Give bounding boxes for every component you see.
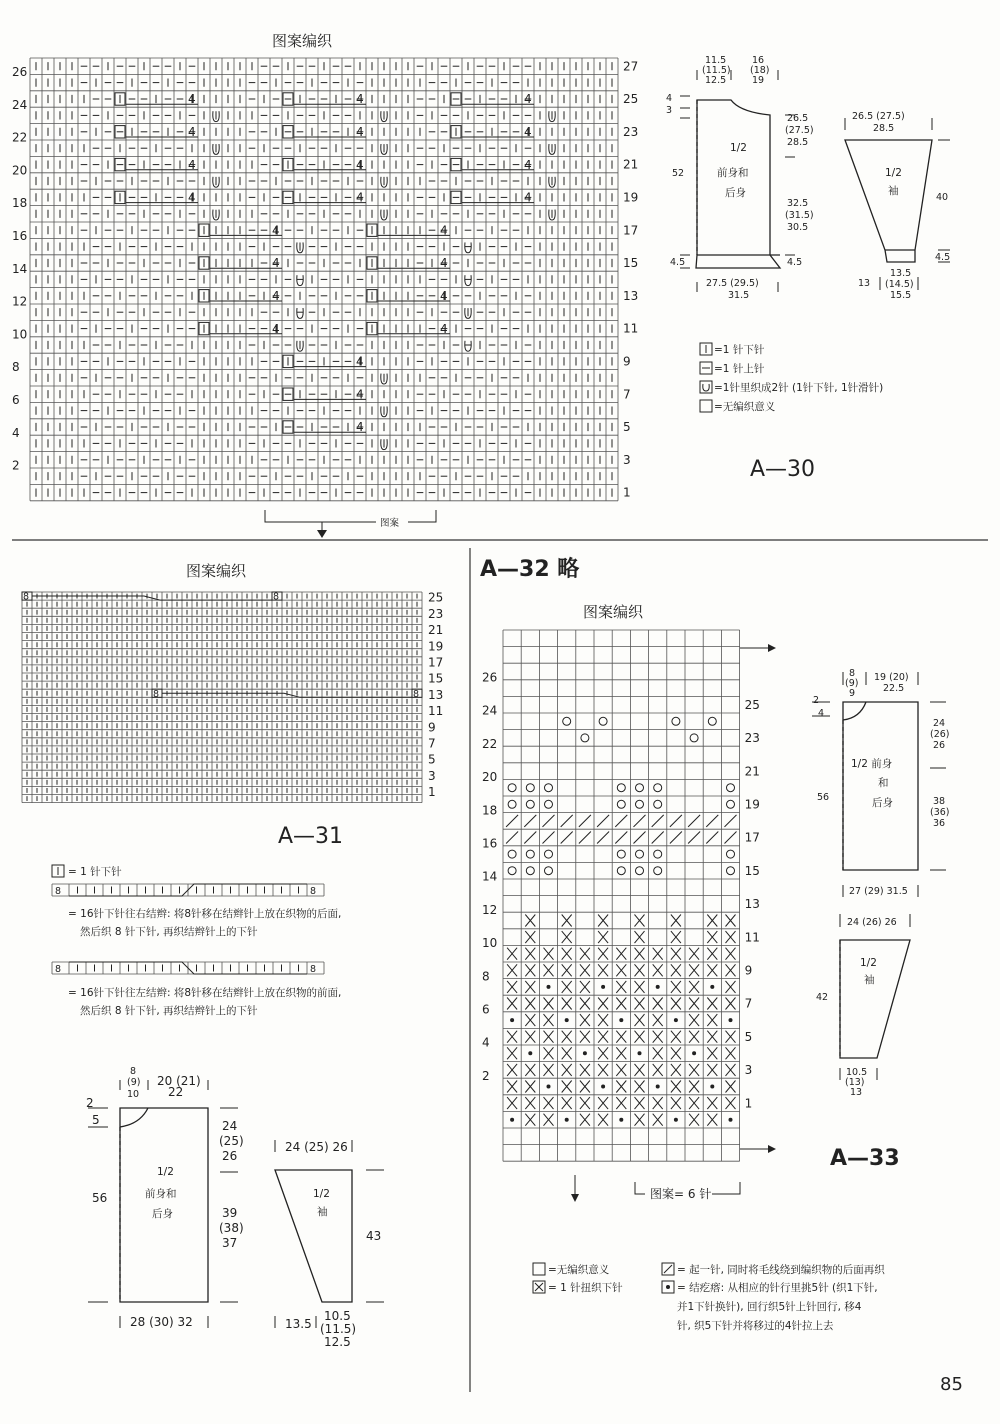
a30-cable-count: 4 xyxy=(272,289,280,303)
a30-row-right: 27 xyxy=(623,59,639,74)
a33-sleeve-schematic xyxy=(816,914,910,1098)
a33-row-left: 12 xyxy=(482,902,498,917)
a31-row-number: 21 xyxy=(428,623,444,638)
a33-row-left: 14 xyxy=(482,869,498,884)
a31-armhole-2: (25) xyxy=(219,1134,244,1148)
a31-body-schematic xyxy=(86,1066,244,1329)
a33-row-left: 4 xyxy=(482,1035,490,1050)
a33-row-left: 6 xyxy=(482,1002,490,1017)
a33-label: A—33 xyxy=(830,1146,900,1171)
a30-cable-count: 4 xyxy=(356,157,364,172)
a33-length: 56 xyxy=(817,792,830,803)
a33-neck-width-3: 9 xyxy=(849,688,856,699)
a30-cable-count: 4 xyxy=(524,125,532,139)
a33-sleeve-label-2: 袖 xyxy=(864,974,875,986)
a31-legend-cable-count: 8 xyxy=(310,886,317,897)
a31-cable-count: 8 xyxy=(413,688,420,700)
a31-neck-depth-2: 5 xyxy=(92,1113,100,1127)
a33-legend-bobble-2: 并1下针换针), 回行织5针上针回行, 移4 xyxy=(677,1301,862,1313)
a31-cuff-3: 12.5 xyxy=(324,1335,351,1349)
page-number: 85 xyxy=(940,1374,963,1395)
a30-cable-count: 4 xyxy=(356,387,364,402)
a30-legend-blank: =无编织意义 xyxy=(714,401,776,413)
a30-row-right: 17 xyxy=(623,223,639,238)
a33-row-right: 17 xyxy=(744,830,760,845)
a30-side-1: 32.5 xyxy=(787,198,809,209)
a30-row-left: 6 xyxy=(12,393,20,408)
a31-legend-left-1: = 16针下针往左结辫: 将8针移在结辫针上放在织物的前面, xyxy=(68,987,342,999)
a31-sleeve-length: 43 xyxy=(366,1229,382,1243)
a31-legend-knit: = 1 针下针 xyxy=(68,866,122,878)
a30-cable-count: 4 xyxy=(524,157,532,172)
a30-sleeve-top-2: 28.5 xyxy=(873,123,895,134)
a31-row-number: 1 xyxy=(428,785,436,800)
a31-row-number: 23 xyxy=(428,606,444,621)
a30-neck-width-2: (11.5) xyxy=(702,65,731,76)
a30-sleeve-length: 40 xyxy=(936,192,949,203)
a30-neck-width-1: 11.5 xyxy=(705,55,727,66)
a30-row-left: 26 xyxy=(12,65,28,80)
a33-legend xyxy=(533,1263,885,1332)
a33-row-left: 8 xyxy=(482,969,490,984)
a30-cable-count: 4 xyxy=(440,321,448,336)
a31-cable-count: 8 xyxy=(273,591,280,603)
a30-cable-count: 4 xyxy=(440,289,448,303)
a33-row-left: 26 xyxy=(482,670,498,685)
a31-neck-width-2: (9) xyxy=(127,1077,141,1088)
a31-row-number: 25 xyxy=(428,590,444,605)
a30-rib-right: 4.5 xyxy=(787,257,803,268)
a31-row-number: 3 xyxy=(428,768,436,783)
a31-sleeve-schematic xyxy=(275,1140,384,1349)
a30-cable-count: 4 xyxy=(356,354,364,369)
a30-sleeve-schematic xyxy=(845,111,950,301)
a30-neck-width-3: 12.5 xyxy=(705,75,727,86)
a31-cuff-1: 10.5 xyxy=(324,1309,351,1323)
a30-row-left: 24 xyxy=(12,97,28,112)
a30-row-left: 14 xyxy=(12,261,28,276)
a30-row-left: 2 xyxy=(12,458,20,473)
a30-cable-count: 4 xyxy=(440,223,448,238)
a33-cuff-3: 13 xyxy=(850,1087,863,1098)
a30-neck-depth-1: 4 xyxy=(666,93,673,104)
a33-row-right: 15 xyxy=(744,863,760,878)
a30-cuff-3: 15.5 xyxy=(890,290,912,301)
a31-legend-cable-count: 8 xyxy=(310,964,317,975)
a33-neck-depth-1: 2 xyxy=(813,695,820,706)
a30-body-label-3: 后身 xyxy=(725,187,746,199)
a31-side-2: (38) xyxy=(219,1221,244,1235)
a33-side-2: (36) xyxy=(930,807,950,818)
a31-body-label-1: 1/2 xyxy=(157,1166,174,1178)
a30-cable-count: 4 xyxy=(188,92,196,107)
a30-row-right: 1 xyxy=(623,485,631,500)
a32-label: A—32 略 xyxy=(480,557,580,582)
a31-length: 56 xyxy=(92,1191,108,1205)
a31-sleeve-top: 24 (25) 26 xyxy=(285,1140,348,1154)
a30-row-left: 8 xyxy=(12,360,20,375)
a30-cable-count: 4 xyxy=(524,92,532,107)
a30-legend-knit: =1 针下针 xyxy=(714,344,765,356)
a30-pattern-label: 图案 xyxy=(380,518,400,529)
a30-shoulder-3: 19 xyxy=(752,75,765,86)
a30-cuff-1: 13.5 xyxy=(890,268,912,279)
a30-row-left: 12 xyxy=(12,294,28,309)
a30-shoulder-2: (18) xyxy=(750,65,770,76)
a30-row-right: 11 xyxy=(623,321,639,336)
a33-legend-blank: =无编织意义 xyxy=(548,1264,610,1276)
a33-row-right: 23 xyxy=(744,731,760,746)
a33-cuff-1: 10.5 xyxy=(846,1067,868,1078)
a33-pattern-label: 图案= 6 针 xyxy=(650,1187,712,1201)
a30-legend-increase: =1针里织成2针 (1针下针, 1针滑针) xyxy=(714,382,884,394)
a31-row-number: 17 xyxy=(428,655,444,670)
a30-row-left: 4 xyxy=(12,425,20,440)
a30-row-right: 3 xyxy=(623,452,631,467)
a30-row-left: 18 xyxy=(12,196,28,211)
a33-chart-title: 图案编织 xyxy=(583,603,644,621)
a31-neck-depth-1: 2 xyxy=(86,1096,94,1110)
a31-body-label-2: 前身和 xyxy=(145,1188,177,1200)
a31-legend-left-cable-symbol xyxy=(52,962,324,975)
a33-body-label-2: 和 xyxy=(878,777,889,789)
a33-side-3: 36 xyxy=(933,818,946,829)
a33-neck-width-1: 8 xyxy=(849,668,856,679)
a33-row-right: 1 xyxy=(744,1096,753,1111)
a33-cuff-2: (13) xyxy=(845,1077,865,1088)
a31-legend-cable-count: 8 xyxy=(55,964,62,975)
a31-row-number: 13 xyxy=(428,687,444,702)
a33-row-right: 7 xyxy=(744,996,753,1011)
a31-label: A—31 xyxy=(278,824,344,849)
a31-row-number: 19 xyxy=(428,639,444,654)
a30-row-right: 13 xyxy=(623,288,639,303)
a33-row-right: 21 xyxy=(744,764,760,779)
a33-sleeve-top: 24 (26) 26 xyxy=(847,917,897,928)
a31-legend-right-cable-symbol xyxy=(52,884,324,897)
a31-row-number: 7 xyxy=(428,736,436,751)
a33-shoulder-1: 19 (20) xyxy=(874,672,909,683)
a33-row-right: 11 xyxy=(744,930,760,945)
a30-row-right: 15 xyxy=(623,256,639,271)
a30-row-right: 25 xyxy=(623,92,639,107)
a30-row-left: 22 xyxy=(12,130,28,145)
a33-neck-depth-2: 4 xyxy=(818,708,825,719)
a33-shoulder-2: 22.5 xyxy=(883,683,905,694)
a31-body-label-3: 后身 xyxy=(152,1208,173,1220)
a30-cable-count: 4 xyxy=(188,157,196,172)
a33-body-label-3: 后身 xyxy=(872,797,893,809)
a30-shoulder-1: 16 xyxy=(752,55,765,66)
a31-legend-right-2: 然后织 8 针下针, 再织结辫针上的下针 xyxy=(80,926,258,938)
a30-length: 52 xyxy=(672,168,685,179)
a30-sleeve-cuff-left: 13 xyxy=(858,278,871,289)
a30-body-label-2: 前身和 xyxy=(717,167,749,179)
a31-row-number: 15 xyxy=(428,671,444,686)
a30-row-left: 20 xyxy=(12,163,28,178)
a30-row-right: 23 xyxy=(623,124,639,139)
a31-chart-grid xyxy=(22,592,422,803)
a33-row-numbers xyxy=(482,670,760,1110)
a31-chart-title: 图案编织 xyxy=(186,562,247,580)
a31-side-3: 37 xyxy=(222,1236,238,1250)
a31-width: 28 (30) 32 xyxy=(130,1315,193,1329)
a30-width-1: 27.5 (29.5) xyxy=(706,278,759,289)
a30-sleeve-label-2: 袖 xyxy=(888,185,899,197)
a31-row-number: 9 xyxy=(428,720,436,735)
a30-cable-count: 4 xyxy=(440,256,448,271)
a33-row-right: 25 xyxy=(744,697,760,712)
a33-row-left: 10 xyxy=(482,936,498,951)
a31-armhole-3: 26 xyxy=(222,1149,238,1163)
a31-row-number: 11 xyxy=(428,704,444,719)
a30-sleeve-rib: 4.5 xyxy=(935,252,951,263)
a30-row-right: 9 xyxy=(623,354,631,369)
a33-row-right: 13 xyxy=(744,897,760,912)
a31-sleeve-label-1: 1/2 xyxy=(313,1188,330,1200)
a30-rib-left: 4.5 xyxy=(670,257,686,268)
a30-side-3: 30.5 xyxy=(787,222,809,233)
a33-row-right: 19 xyxy=(744,797,760,812)
a33-body-schematic xyxy=(812,668,950,897)
a31-neck-width-1: 8 xyxy=(130,1066,137,1077)
a30-body-schematic xyxy=(666,55,814,301)
a30-cable-count: 4 xyxy=(356,125,364,139)
a30-cable-count: 4 xyxy=(524,190,532,205)
a33-row-left: 20 xyxy=(482,770,498,785)
a31-neck-width-3: 10 xyxy=(127,1089,140,1100)
a33-row-left: 16 xyxy=(482,836,498,851)
a30-width-2: 31.5 xyxy=(728,290,750,301)
a30-chart-title: 图案编织 xyxy=(272,32,333,50)
a31-sleeve-label-2: 袖 xyxy=(317,1206,328,1218)
a30-cable-count: 4 xyxy=(356,92,364,107)
a30-cable-count: 4 xyxy=(356,420,364,435)
a30-cable-count: 4 xyxy=(356,190,364,205)
a30-row-right: 5 xyxy=(623,420,631,435)
a31-row-number: 5 xyxy=(428,752,436,767)
a31-shoulder-2: 22 xyxy=(168,1085,184,1099)
a33-legend-twisted-knit: = 1 针扭织下针 xyxy=(548,1282,623,1294)
a31-legend-left-2: 然后织 8 针下针, 再织结辫针上的下针 xyxy=(80,1005,258,1017)
a30-row-right: 7 xyxy=(623,387,631,402)
a30-side-2: (31.5) xyxy=(785,210,814,221)
a33-row-right: 3 xyxy=(744,1063,753,1078)
a33-legend-make-one: = 起一针, 同时将毛线绕到编织物的后面再织 xyxy=(677,1264,885,1276)
a30-armhole-3: 28.5 xyxy=(787,137,809,148)
a31-legend xyxy=(52,865,341,1017)
a30-body-label-1: 1/2 xyxy=(730,142,747,154)
a33-sleeve-label-1: 1/2 xyxy=(860,957,877,969)
a33-legend-bobble-3: 针, 织5下针并将移过的4针拉上去 xyxy=(677,1320,834,1332)
a33-armhole-2: (26) xyxy=(930,729,950,740)
a31-side-1: 39 xyxy=(222,1206,238,1220)
a30-cable-count: 4 xyxy=(188,125,196,139)
a30-cable-count: 4 xyxy=(272,223,280,238)
a33-neck-width-2: (9) xyxy=(845,678,859,689)
a30-neck-depth-2: 3 xyxy=(666,105,673,116)
a33-sleeve-length: 42 xyxy=(816,992,829,1003)
a33-width: 27 (29) 31.5 xyxy=(849,886,908,897)
a31-cuff-left: 13.5 xyxy=(285,1317,312,1331)
a30-row-left: 10 xyxy=(12,327,28,342)
a33-body-label-1: 1/2 前身 xyxy=(851,758,893,770)
a33-row-left: 22 xyxy=(482,736,498,751)
a33-armhole-1: 24 xyxy=(933,718,946,729)
a30-legend xyxy=(700,343,883,413)
a30-label: A—30 xyxy=(750,457,816,482)
a30-chart-grid xyxy=(30,58,618,501)
a33-chart-grid xyxy=(503,630,740,1161)
a33-row-left: 24 xyxy=(482,703,498,718)
a30-sleeve-top-1: 26.5 (27.5) xyxy=(852,111,905,122)
a30-cable-count: 4 xyxy=(188,190,196,205)
a30-legend-purl: =1 针上针 xyxy=(714,363,765,375)
a31-cable-count: 8 xyxy=(23,591,30,603)
a33-row-right: 5 xyxy=(744,1029,753,1044)
a30-row-left: 16 xyxy=(12,229,28,244)
a30-cable-count: 4 xyxy=(272,256,280,271)
a31-shoulder-1: 20 (21) xyxy=(157,1074,201,1088)
a31-legend-cable-count: 8 xyxy=(55,886,62,897)
a33-armhole-3: 26 xyxy=(933,740,946,751)
a33-row-left: 18 xyxy=(482,803,498,818)
a31-row-numbers xyxy=(428,591,443,799)
a30-row-right: 19 xyxy=(623,190,639,205)
a30-pattern-repeat-marker xyxy=(265,510,436,538)
a30-cuff-2: (14.5) xyxy=(885,279,914,290)
a33-side-1: 38 xyxy=(933,796,946,807)
a31-armhole-1: 24 xyxy=(222,1119,238,1133)
a31-cuff-2: (11.5) xyxy=(320,1322,357,1336)
a30-cable-count: 4 xyxy=(272,321,280,336)
a30-sleeve-label-1: 1/2 xyxy=(885,167,902,179)
a33-row-left: 2 xyxy=(482,1068,490,1083)
a31-legend-right-1: = 16针下针往右结辫: 将8针移在结辫针上放在织物的后面, xyxy=(68,908,342,920)
a30-row-right: 21 xyxy=(623,157,639,172)
a30-armhole-1: 26.5 xyxy=(787,113,809,124)
a33-legend-bobble-1: = 结疙瘩: 从相应的针行里挑5针 (织1下针, xyxy=(677,1282,878,1294)
a33-row-right: 9 xyxy=(744,963,753,978)
a30-armhole-2: (27.5) xyxy=(785,125,814,136)
a31-cable-count: 8 xyxy=(153,688,160,700)
